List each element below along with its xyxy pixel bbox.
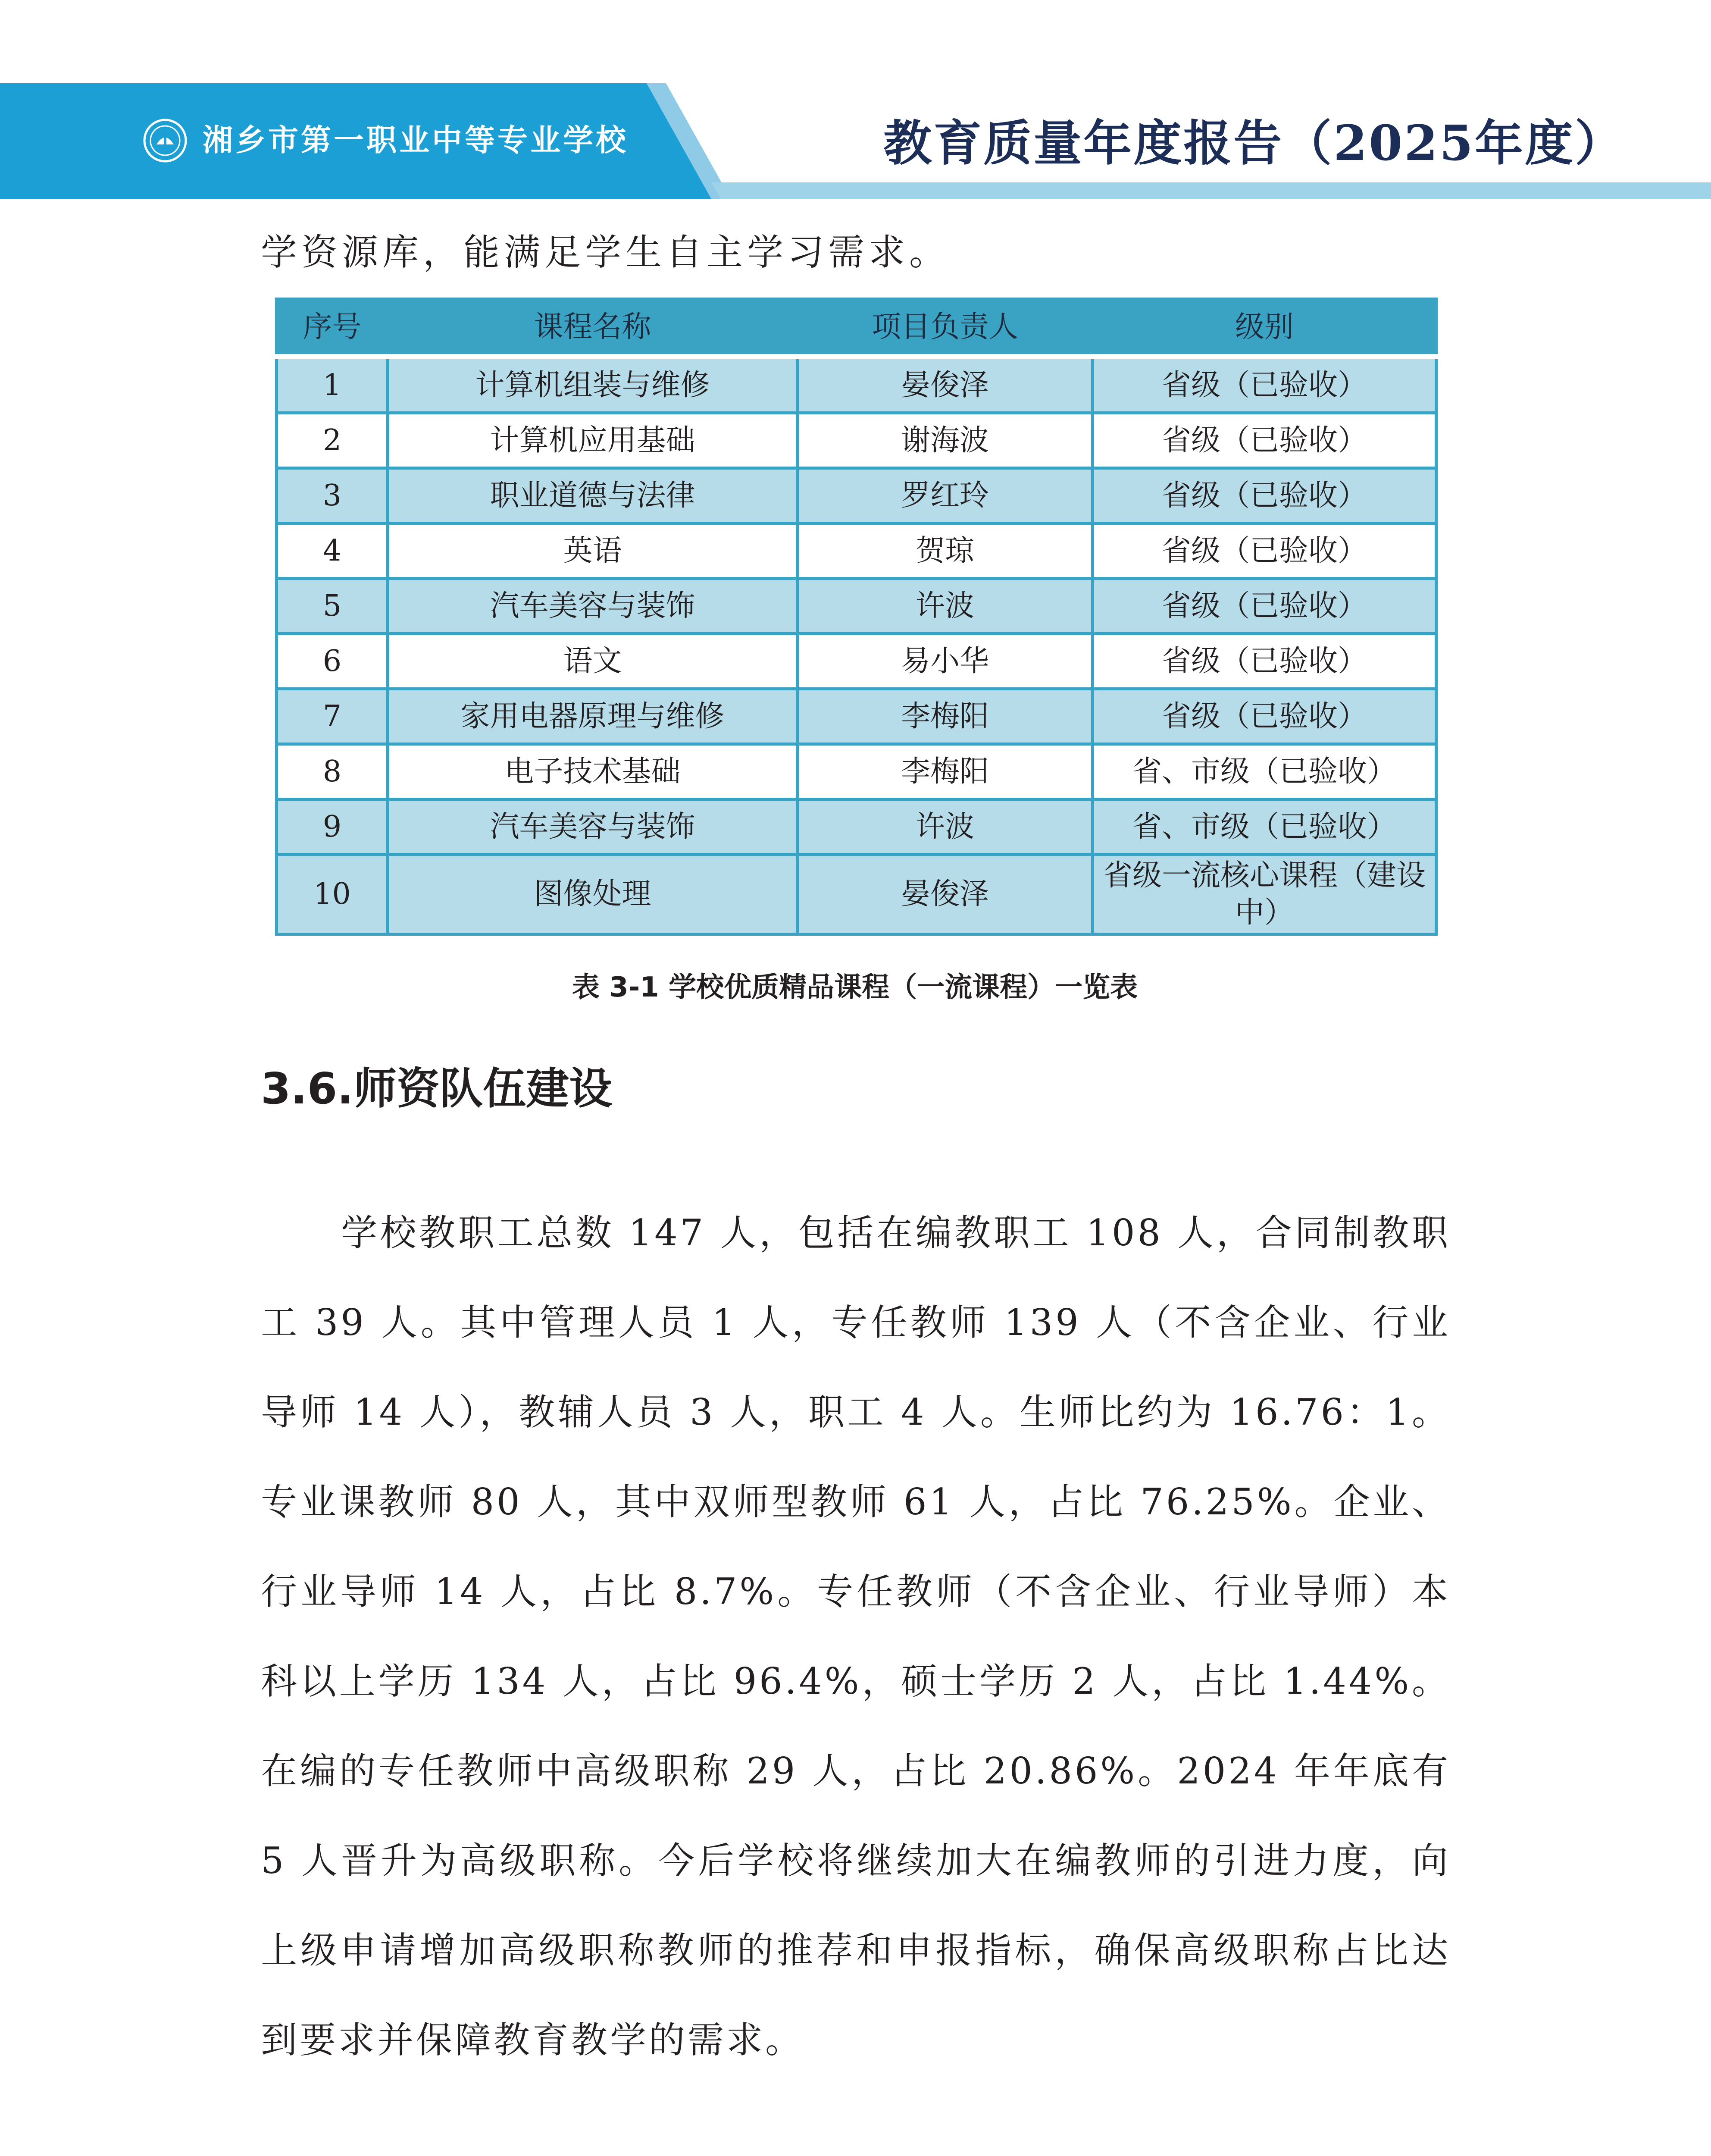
table-row <box>277 468 1436 523</box>
table-cell: 省级（已验收） <box>1093 357 1436 413</box>
school-emblem-icon <box>142 118 188 163</box>
table-row <box>277 689 1436 744</box>
table-cell: 省级（已验收） <box>1093 468 1436 523</box>
course-table <box>275 298 1438 936</box>
table-cell: 1 <box>277 357 388 413</box>
table-cell: 省级（已验收） <box>1093 413 1436 468</box>
table-cell: 罗红玲 <box>798 468 1093 523</box>
table-cell: 5 <box>277 579 388 634</box>
table-cell: 2 <box>277 413 388 468</box>
table-cell: 10 <box>277 855 388 934</box>
table-cell: 省级（已验收） <box>1093 634 1436 689</box>
table-cell: 家用电器原理与维修 <box>388 689 798 744</box>
table-cell: 英语 <box>388 523 798 579</box>
table-cell: 语文 <box>388 634 798 689</box>
table-cell: 6 <box>277 634 388 689</box>
table-cell: 许波 <box>798 579 1093 634</box>
header-cell-index: 序号 <box>277 299 388 357</box>
table-cell: 晏俊泽 <box>798 855 1093 934</box>
table-cell: 汽车美容与装饰 <box>388 579 798 634</box>
table-cell: 省级（已验收） <box>1093 523 1436 579</box>
header-cell-lead: 项目负责人 <box>798 299 1093 357</box>
table-row <box>277 634 1436 689</box>
report-header <box>0 83 1711 199</box>
table-row <box>277 413 1436 468</box>
report-title: 教育质量年度报告（2025年度） <box>883 115 1625 172</box>
table-cell: 计算机应用基础 <box>388 413 798 468</box>
table-row <box>277 855 1436 934</box>
table-cell: 3 <box>277 468 388 523</box>
table-cell: 李梅阳 <box>798 689 1093 744</box>
table-cell: 省、市级（已验收） <box>1093 744 1436 799</box>
table-cell: 汽车美容与装饰 <box>388 799 798 855</box>
table-row <box>277 357 1436 413</box>
table-cell: 职业道德与法律 <box>388 468 798 523</box>
body-paragraph: 学校教职工总数 147 人，包括在编教职工 108 人，合同制教职工 39 人。其中管理人员 1 人，专任教师 139 人（不含企业、行业导师 14 人），教辅人员 3 人，职工 4 人。生师比约为 16.76：1。专业课教师 80 人，其中双师型教师 61 人，占比 76.25%。企业、行业导师 14 人，占比 8.7%。专任教师（不含企业、行业导师）本科以上学历 134 人，占比 96.4%，硕士学历 2 人，占比 1.44%。在编的专任教师中高级职称 29 人，占比 20.86%。2024 年年底有 5 人晋升为高级职称。今后学校将继续加大在编教师的引进力度，向上级申请增加高级职称教师的推荐和申报指标，确保高级职称占比达到要求并保障教育教学的需求。 <box>261 1212 1451 2061</box>
table-cell: 省级一流核心课程（建设中） <box>1093 855 1436 934</box>
table-cell: 4 <box>277 523 388 579</box>
table-header-row <box>277 299 1436 357</box>
table-row <box>277 799 1436 855</box>
continued-paragraph: 学资源库，能满足学生自主学习需求。 <box>261 231 950 273</box>
table-cell: 8 <box>277 744 388 799</box>
table-cell: 电子技术基础 <box>388 744 798 799</box>
school-name: 湘乡市第一职业中等专业学校 <box>203 122 629 158</box>
header-cell-level: 级别 <box>1093 299 1436 357</box>
table-cell: 7 <box>277 689 388 744</box>
section-body <box>261 1188 1451 2085</box>
table-cell: 图像处理 <box>388 855 798 934</box>
header-cell-course: 课程名称 <box>388 299 798 357</box>
section-heading: 3.6.师资队伍建设 <box>261 1063 613 1114</box>
table-row <box>277 744 1436 799</box>
table-cell: 9 <box>277 799 388 855</box>
table-cell: 省级（已验收） <box>1093 689 1436 744</box>
table-cell: 许波 <box>798 799 1093 855</box>
table-caption: 表 3-1 学校优质精品课程（一流课程）一览表 <box>572 971 1138 1003</box>
table-cell: 易小华 <box>798 634 1093 689</box>
table-cell: 省级（已验收） <box>1093 579 1436 634</box>
table-cell: 谢海波 <box>798 413 1093 468</box>
table-cell: 晏俊泽 <box>798 357 1093 413</box>
table-cell: 贺琼 <box>798 523 1093 579</box>
table-row <box>277 579 1436 634</box>
table-cell: 省、市级（已验收） <box>1093 799 1436 855</box>
table-cell: 计算机组装与维修 <box>388 357 798 413</box>
table-cell: 李梅阳 <box>798 744 1093 799</box>
table-row <box>277 523 1436 579</box>
